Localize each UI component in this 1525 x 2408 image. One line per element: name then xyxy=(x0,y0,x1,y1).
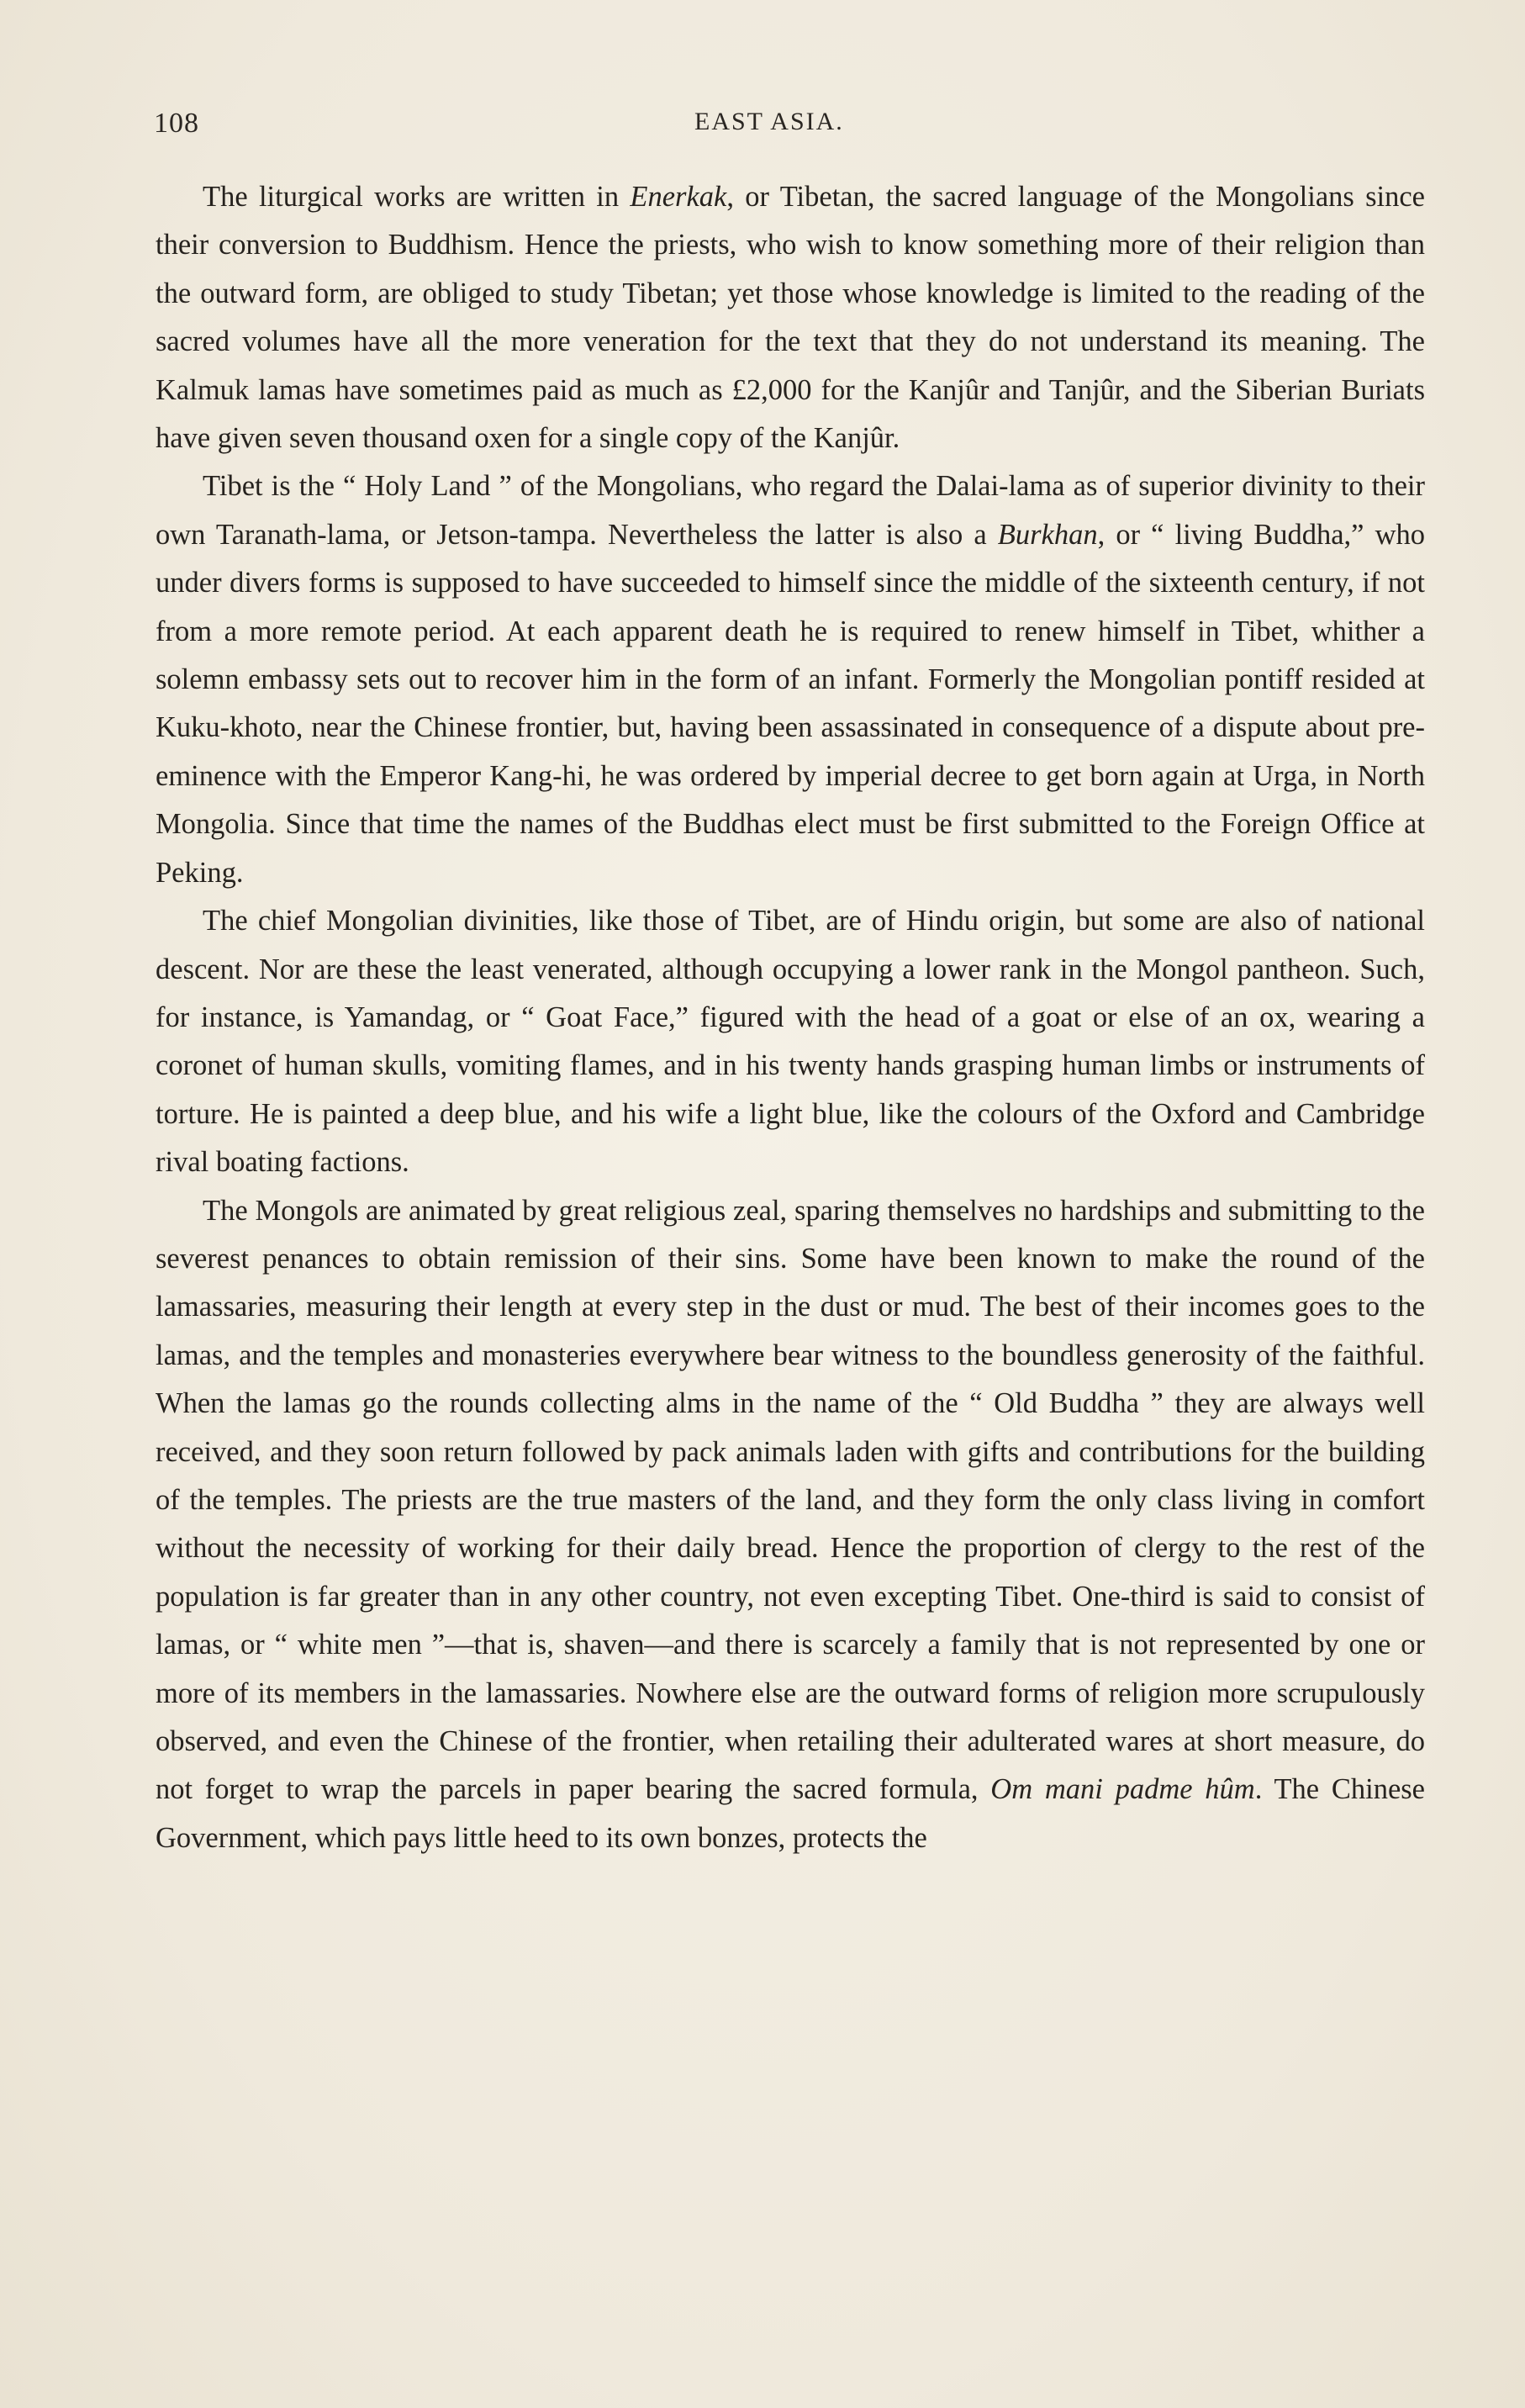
page-number: 108 xyxy=(154,108,199,139)
paragraph-religious-zeal: The Mongols are animated by great religious zeal, sparing themselves no hardships and submitting to the severest penances to obtain remission of their sins. Some have been known to make the round of the lamassaries, measuring their length at every step in the dust or mud. The best of their incomes goes to the lamas, and the temples and monasteries everywhere bear witness to the boundless generosity of the faithful. When the lamas go the rounds collecting alms in the name of the “ Old Buddha ” they are always well received, and they soon return followed by pack animals laden with gifts and contributions for the building of the temples. The priests are the true masters of the land, and they form the only class living in comfort without the necessity of working for their daily bread. Hence the proportion of clergy to the rest of the population is far greater than in any other country, not even excepting Tibet. One-third is said to consist of lamas, or “ white men ”—that is, shaven—and there is scarcely a family that is not represented by one or more of its members in the lamassaries. Nowhere else are the outward forms of religion more scrupulously observed, and even the Chinese of the frontier, when retailing their adulterated wares at short measure, do not forget to wrap the parcels in paper bearing the sacred formula, Om mani padme hûm. The Chinese Government, which pays little heed to its own bonzes, protects the xyxy=(156,1194,1425,1854)
body-text xyxy=(156,173,1425,1862)
paragraph-mongolian-divinities: The chief Mongolian divinities, like those of Tibet, are of Hindu origin, but some are also of national descent. Nor are these the least venerated, although occupying a lower rank in the Mongol pantheon. Such, for instance, is Yamandag, or “ Goat Face,” figured with the head of a goat or else of an ox, wearing a coronet of human skulls, vomiting flames, and in his twenty hands grasping human limbs or instruments of torture. He is painted a deep blue, and his wife a light blue, like the colours of the Oxford and Cambridge rival boating factions. xyxy=(156,905,1425,1179)
running-head: EAST ASIA. xyxy=(694,108,844,135)
paragraph-liturgical-works: The liturgical works are written in Enerkak, or Tibetan, the sacred language of the Mongolians since their conversion to Buddhism. Hence the priests, who wish to know something more of their religion than the outward form, are obliged to study Tibetan; yet those whose knowledge is limited to the reading of the sacred volumes have all the more veneration for the text that they do not understand its meaning. The Kalmuk lamas have sometimes paid as much as £2,000 for the Kanjûr and Tanjûr, and the Siberian Buriats have given seven thousand oxen for a single copy of the Kanjûr. xyxy=(156,181,1425,455)
page-header xyxy=(0,108,1525,158)
paragraph-holy-land: Tibet is the “ Holy Land ” of the Mongolians, who regard the Dalai-lama as of superior divinity to their own Taranath-lama, or Jetson-tampa. Nevertheless the latter is also a Burkhan, or “ living Buddha,” who under divers forms is supposed to have succeeded to himself since the middle of the sixteenth century, if not from a more remote period. At each apparent death he is required to renew himself in Tibet, whither a solemn embassy sets out to recover him in the form of an infant. Formerly the Mongolian pontiff resided at Kuku-khoto, near the Chinese frontier, but, having been assassinated in consequence of a dispute about pre-eminence with the Emperor Kang-hi, he was ordered by imperial decree to get born again at Urga, in North Mongolia. Since that time the names of the Buddhas elect must be first submitted to the Foreign Office at Peking. xyxy=(156,470,1425,889)
